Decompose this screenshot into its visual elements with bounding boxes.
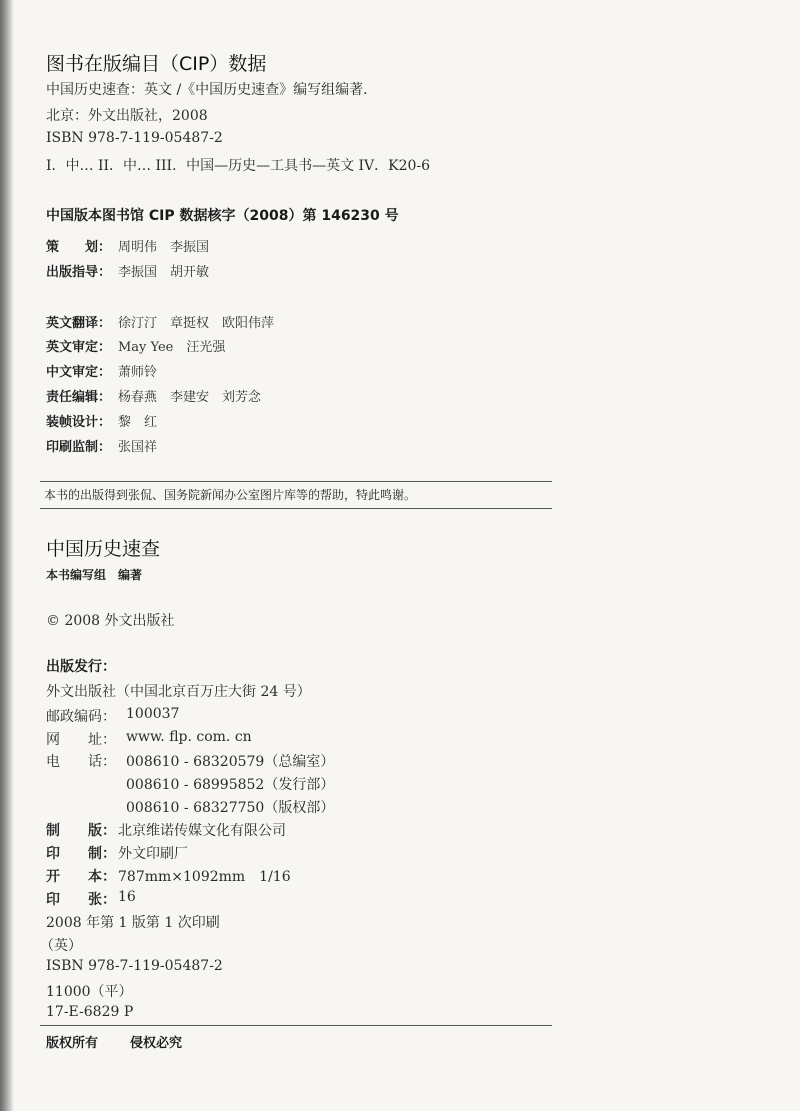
credit-value-planning: 周明伟 李振国 xyxy=(118,240,210,255)
divider-rights xyxy=(40,1025,552,1026)
cip-heading: 图书在版编目（CIP）数据 xyxy=(46,53,267,75)
website-value: www. flp. com. cn xyxy=(126,729,252,745)
prod-label-format: 开 本： xyxy=(46,869,116,885)
edition-language: （英） xyxy=(40,938,82,954)
credit-value-print-supervision: 张国祥 xyxy=(118,440,158,455)
credit-label-planning: 策 划： xyxy=(46,240,112,255)
edition-price-code: 11000（平） xyxy=(46,984,133,1000)
postcode-label: 邮政编码： xyxy=(46,709,116,725)
rights-reserved: 版权所有 xyxy=(46,1036,99,1051)
book-author: 本书编写组 编著 xyxy=(46,568,143,582)
phone-distribution: 008610 - 68995852（发行部） xyxy=(126,777,335,793)
prod-label-platemaking: 制 版： xyxy=(46,823,116,839)
prod-value-printing: 外文印刷厂 xyxy=(118,846,188,862)
rights-infringement: 侵权必究 xyxy=(130,1036,183,1051)
publisher-heading: 出版发行： xyxy=(46,659,116,675)
cip-line-publisher: 北京：外文出版社，2008 xyxy=(46,108,208,124)
prod-value-platemaking: 北京维诺传媒文化有限公司 xyxy=(118,823,286,839)
credit-label-chinese-review: 中文审定： xyxy=(46,365,112,380)
credit-label-guidance: 出版指导： xyxy=(46,265,112,280)
edition-printing: 2008 年第 1 版第 1 次印刷 xyxy=(46,915,220,931)
cip-line-isbn: ISBN 978-7-119-05487-2 xyxy=(46,130,223,146)
prod-label-sheets: 印 张： xyxy=(46,892,116,908)
phone-rights: 008610 - 68327750（版权部） xyxy=(126,800,335,816)
edition-isbn: ISBN 978-7-119-05487-2 xyxy=(46,958,223,974)
credit-value-chinese-review: 萧师铃 xyxy=(118,365,158,380)
credit-value-guidance: 李振国 胡开敏 xyxy=(118,265,210,280)
prod-value-sheets: 16 xyxy=(118,889,136,905)
credit-value-design: 黎 红 xyxy=(118,415,158,430)
website-label: 网 址： xyxy=(46,732,116,748)
credit-value-english-review: May Yee 汪光强 xyxy=(118,340,226,355)
phone-editorial: 008610 - 68320579（总编室） xyxy=(126,754,335,770)
cip-line-classification: I．中… II．中… III．中国—历史—工具书—英文 IV．K20-6 xyxy=(46,158,431,174)
cip-catalog-number: 中国版本图书馆 CIP 数据核字（2008）第 146230 号 xyxy=(46,208,399,224)
copyright-line: © 2008 外文出版社 xyxy=(46,613,175,629)
phone-label: 电 话： xyxy=(46,754,116,770)
credit-label-print-supervision: 印刷监制： xyxy=(46,440,112,455)
credit-label-design: 装帧设计： xyxy=(46,415,112,430)
acknowledgement-note: 本书的出版得到张侃、国务院新闻办公室图片库等的帮助，特此鸣谢。 xyxy=(44,488,417,502)
divider-top xyxy=(40,481,552,482)
cip-line-title: 中国历史速查：英文 /《中国历史速查》编写组编著． xyxy=(46,82,378,98)
postcode-value: 100037 xyxy=(126,706,180,722)
credit-label-translation: 英文翻译： xyxy=(46,316,112,331)
credit-value-editors: 杨春燕 李建安 刘芳念 xyxy=(118,390,262,405)
book-title: 中国历史速查 xyxy=(46,538,161,560)
prod-value-format: 787mm×1092mm 1/16 xyxy=(118,869,291,885)
prod-label-printing: 印 制： xyxy=(46,846,116,862)
edition-code: 17-E-6829 P xyxy=(46,1004,134,1020)
publisher-name-address: 外文出版社（中国北京百万庄大街 24 号） xyxy=(46,684,311,700)
credit-label-english-review: 英文审定： xyxy=(46,340,112,355)
credit-value-translation: 徐汀汀 章挺权 欧阳伟萍 xyxy=(118,316,275,331)
divider-bottom xyxy=(40,508,552,509)
credit-label-editors: 责任编辑： xyxy=(46,390,112,405)
